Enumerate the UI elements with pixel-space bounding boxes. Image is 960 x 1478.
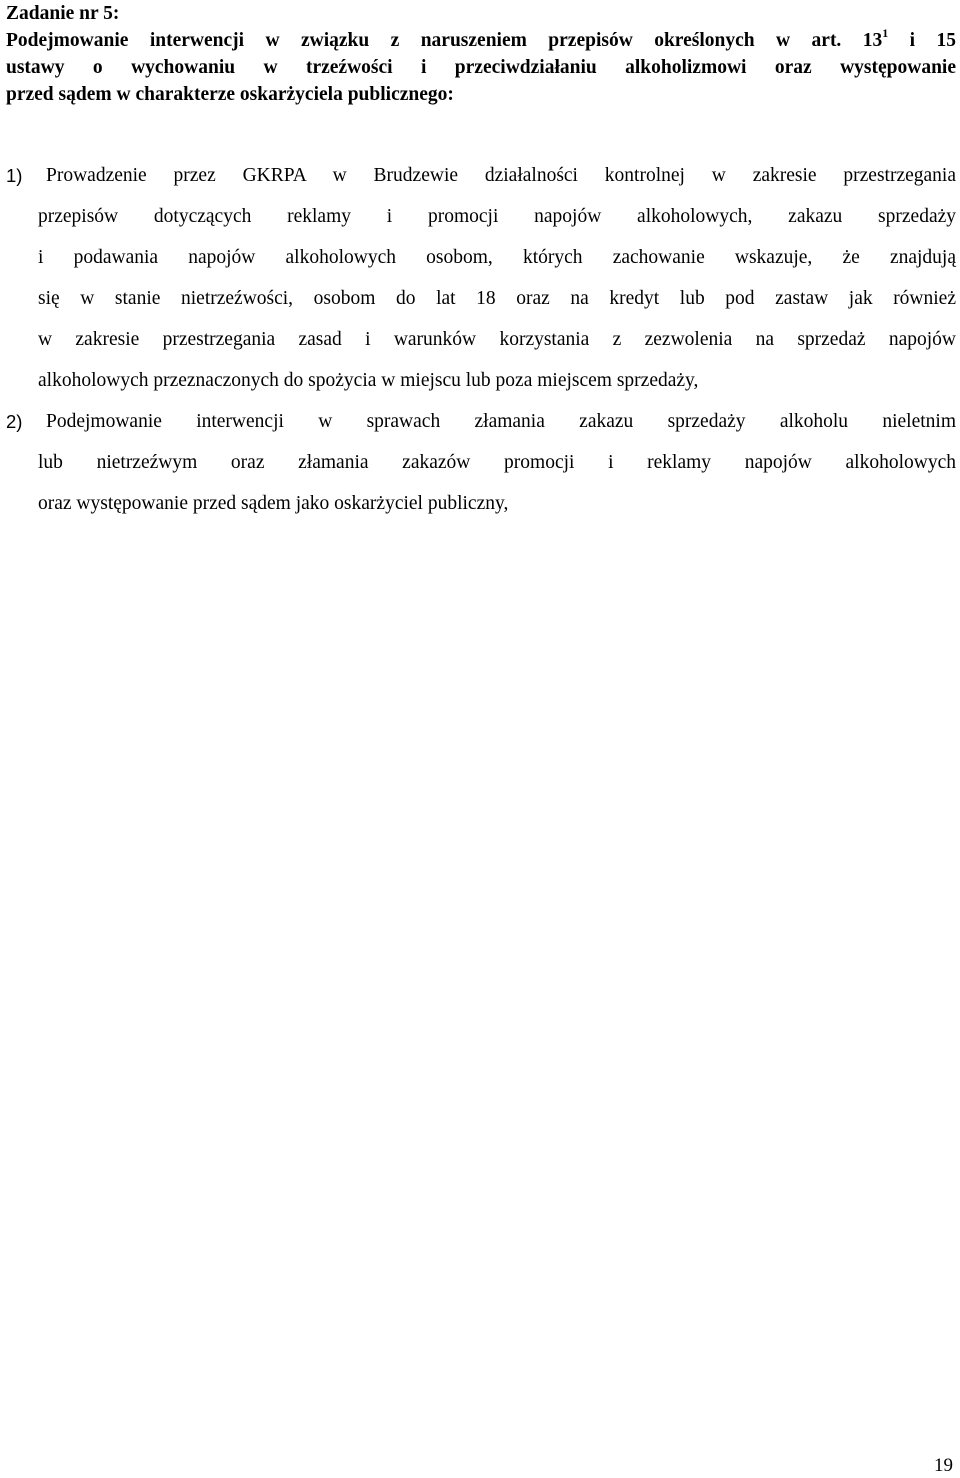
list-item-line: się w stanie nietrzeźwości, osobom do lat 18 oraz na kredyt lub pod zastaw jak również (38, 288, 956, 309)
list-item-line: lub nietrzeźwym oraz złamania zakazów promocji i reklamy napojów alkoholowych (38, 452, 956, 473)
list-item-text (38, 155, 956, 401)
task-item-list (0, 155, 960, 524)
list-item-line: przepisów dotyczących reklamy i promocji napojów alkoholowych, zakazu sprzedaży (38, 206, 956, 227)
article-superscript: 1 (882, 25, 889, 40)
list-item-line: Prowadzenie przez GKRPA w Brudzewie działalności kontrolnej w zakresie przestrzegania (46, 165, 956, 186)
list-item (0, 155, 960, 401)
task-description-line-3: przed sądem w charakterze oskarżyciela publicznego: (6, 84, 454, 105)
page-number: 19 (934, 1455, 953, 1476)
list-item-line: w zakresie przestrzegania zasad i warunków korzystania z zezwolenia na sprzedaż napojów (38, 329, 956, 350)
list-item-text (38, 401, 956, 524)
task-title: Zadanie nr 5: (6, 3, 120, 24)
task-description-line-2: ustawy o wychowaniu w trzeźwości i przeciwdziałaniu alkoholizmowi oraz występowanie (6, 57, 956, 78)
list-item-line: alkoholowych przeznaczonych do spożycia w miejscu lub poza miejscem sprzedaży, (38, 370, 699, 391)
list-item (0, 401, 960, 524)
list-item-number: 1) (6, 165, 23, 186)
list-item-line: i podawania napojów alkoholowych osobom, których zachowanie wskazuje, że znajdują (38, 247, 956, 268)
task-heading (6, 0, 956, 108)
task-description-line-1 (6, 27, 956, 54)
list-item-number: 2) (6, 411, 23, 432)
task-description-line-1-end: i 15 (888, 30, 956, 51)
list-item-line: oraz występowanie przed sądem jako oskarżyciel publiczny, (38, 493, 509, 514)
task-description-line-1-text: Podejmowanie interwencji w związku z naruszeniem przepisów określonych w art. 13 (6, 30, 883, 51)
list-item-line: Podejmowanie interwencji w sprawach złamania zakazu sprzedaży alkoholu nieletnim (46, 411, 956, 432)
